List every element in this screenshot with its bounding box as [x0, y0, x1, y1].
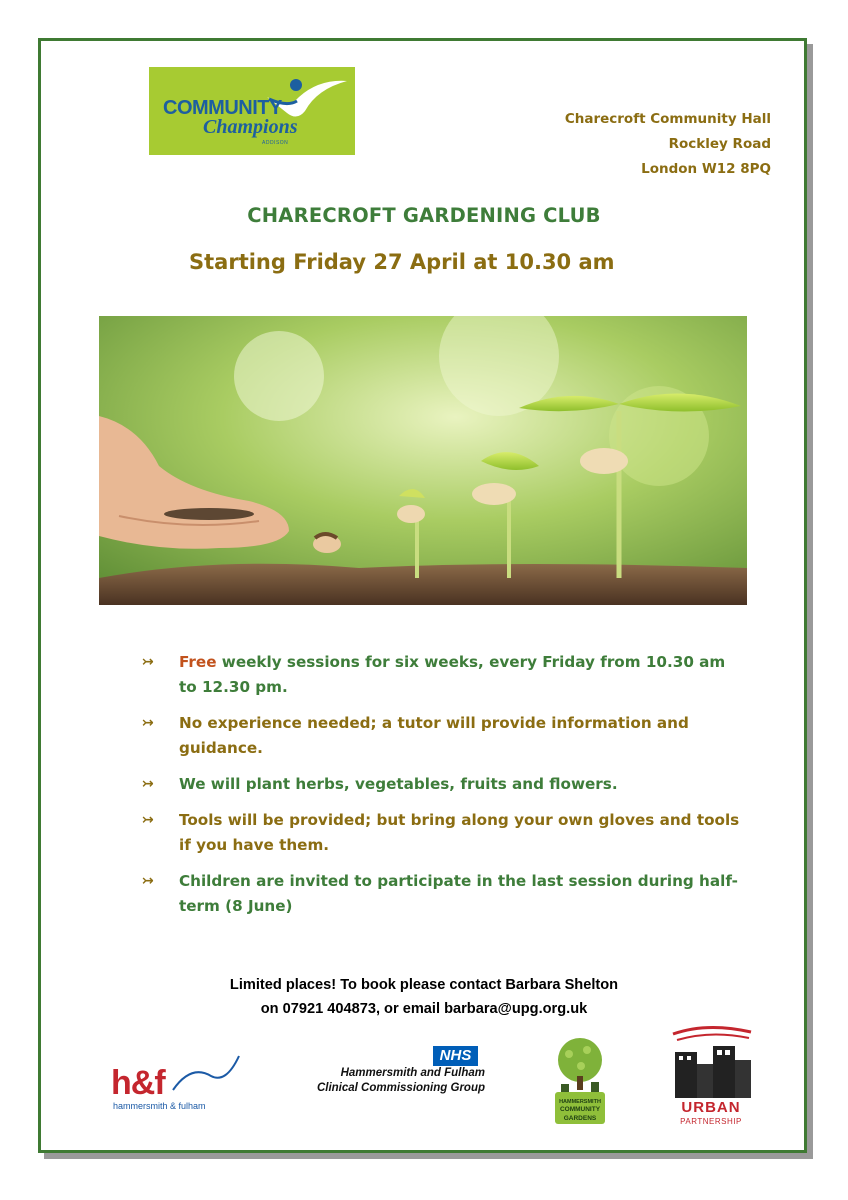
- urban-word: URBAN: [681, 1099, 741, 1116]
- logo-word-community: COMMUNITY: [163, 97, 282, 119]
- community-champions-logo: [149, 67, 355, 155]
- bullet-text: No experience needed; a tutor will provide information and guidance.: [179, 714, 689, 757]
- urban-partnership-logo: [667, 1022, 755, 1127]
- arrow-bullet-icon: ↣: [142, 654, 154, 670]
- address-line: Rockley Road: [668, 136, 771, 152]
- free-highlight: Free: [179, 653, 217, 671]
- hf-mark: h&f: [111, 1064, 165, 1102]
- svg-text:HAMMERSMITH: HAMMERSMITH: [559, 1099, 601, 1105]
- list-item: [142, 650, 742, 700]
- logo-word-champions: Champions: [203, 116, 298, 138]
- list-item: [142, 808, 742, 858]
- contact-line: Limited places! To book please contact Barbara Shelton: [229, 977, 619, 993]
- arrow-bullet-icon: ↣: [142, 873, 154, 889]
- svg-text:GARDENS: GARDENS: [563, 1115, 597, 1122]
- arrow-bullet-icon: ↣: [142, 812, 154, 828]
- hf-subtitle: hammersmith & fulham: [113, 1101, 206, 1111]
- bullet-text: Children are invited to participate in the last session during half-term (8 June): [179, 872, 738, 915]
- svg-text:COMMUNITY: COMMUNITY: [559, 1106, 601, 1113]
- logo-word-addison: ADDISON: [262, 140, 289, 146]
- start-date: Starting Friday 27 April at 10.30 am: [189, 250, 615, 274]
- bullet-text: Tools will be provided; but bring along your own gloves and tools if you have them.: [179, 811, 740, 854]
- bullet-text: weekly sessions for six weeks, every Friday from 10.30 am to 12.30 pm.: [179, 653, 726, 696]
- ccg-name: [275, 1066, 485, 1096]
- bullet-text: We will plant herbs, vegetables, fruits and flowers.: [179, 775, 618, 793]
- address-line: Charecroft Community Hall: [564, 111, 771, 127]
- booking-contact: [0, 973, 848, 1021]
- arrow-bullet-icon: ↣: [142, 776, 154, 792]
- seedlings-photo: [99, 316, 747, 605]
- city-skyline-icon: [667, 1022, 755, 1098]
- list-item: [142, 711, 742, 761]
- community-gardens-logo: [551, 1036, 609, 1126]
- hammersmith-fulham-logo: [111, 1054, 241, 1114]
- partnership-word: PARTNERSHIP: [680, 1117, 742, 1126]
- arrow-bullet-icon: ↣: [142, 715, 154, 731]
- contact-line: on 07921 404873, or email barbara@upg.org.uk: [260, 1001, 588, 1017]
- nhs-badge: NHS: [433, 1046, 478, 1066]
- list-item: [142, 869, 742, 919]
- venue-address: [565, 107, 771, 182]
- list-item: [142, 772, 742, 797]
- ccg-line: Hammersmith and Fulham: [340, 1067, 485, 1079]
- session-details-list: [142, 650, 742, 930]
- club-title: CHARECROFT GARDENING CLUB: [247, 204, 601, 227]
- swoosh-icon: [171, 1054, 241, 1094]
- address-line: London W12 8PQ: [641, 161, 771, 177]
- ccg-line: Clinical Commissioning Group: [316, 1082, 485, 1094]
